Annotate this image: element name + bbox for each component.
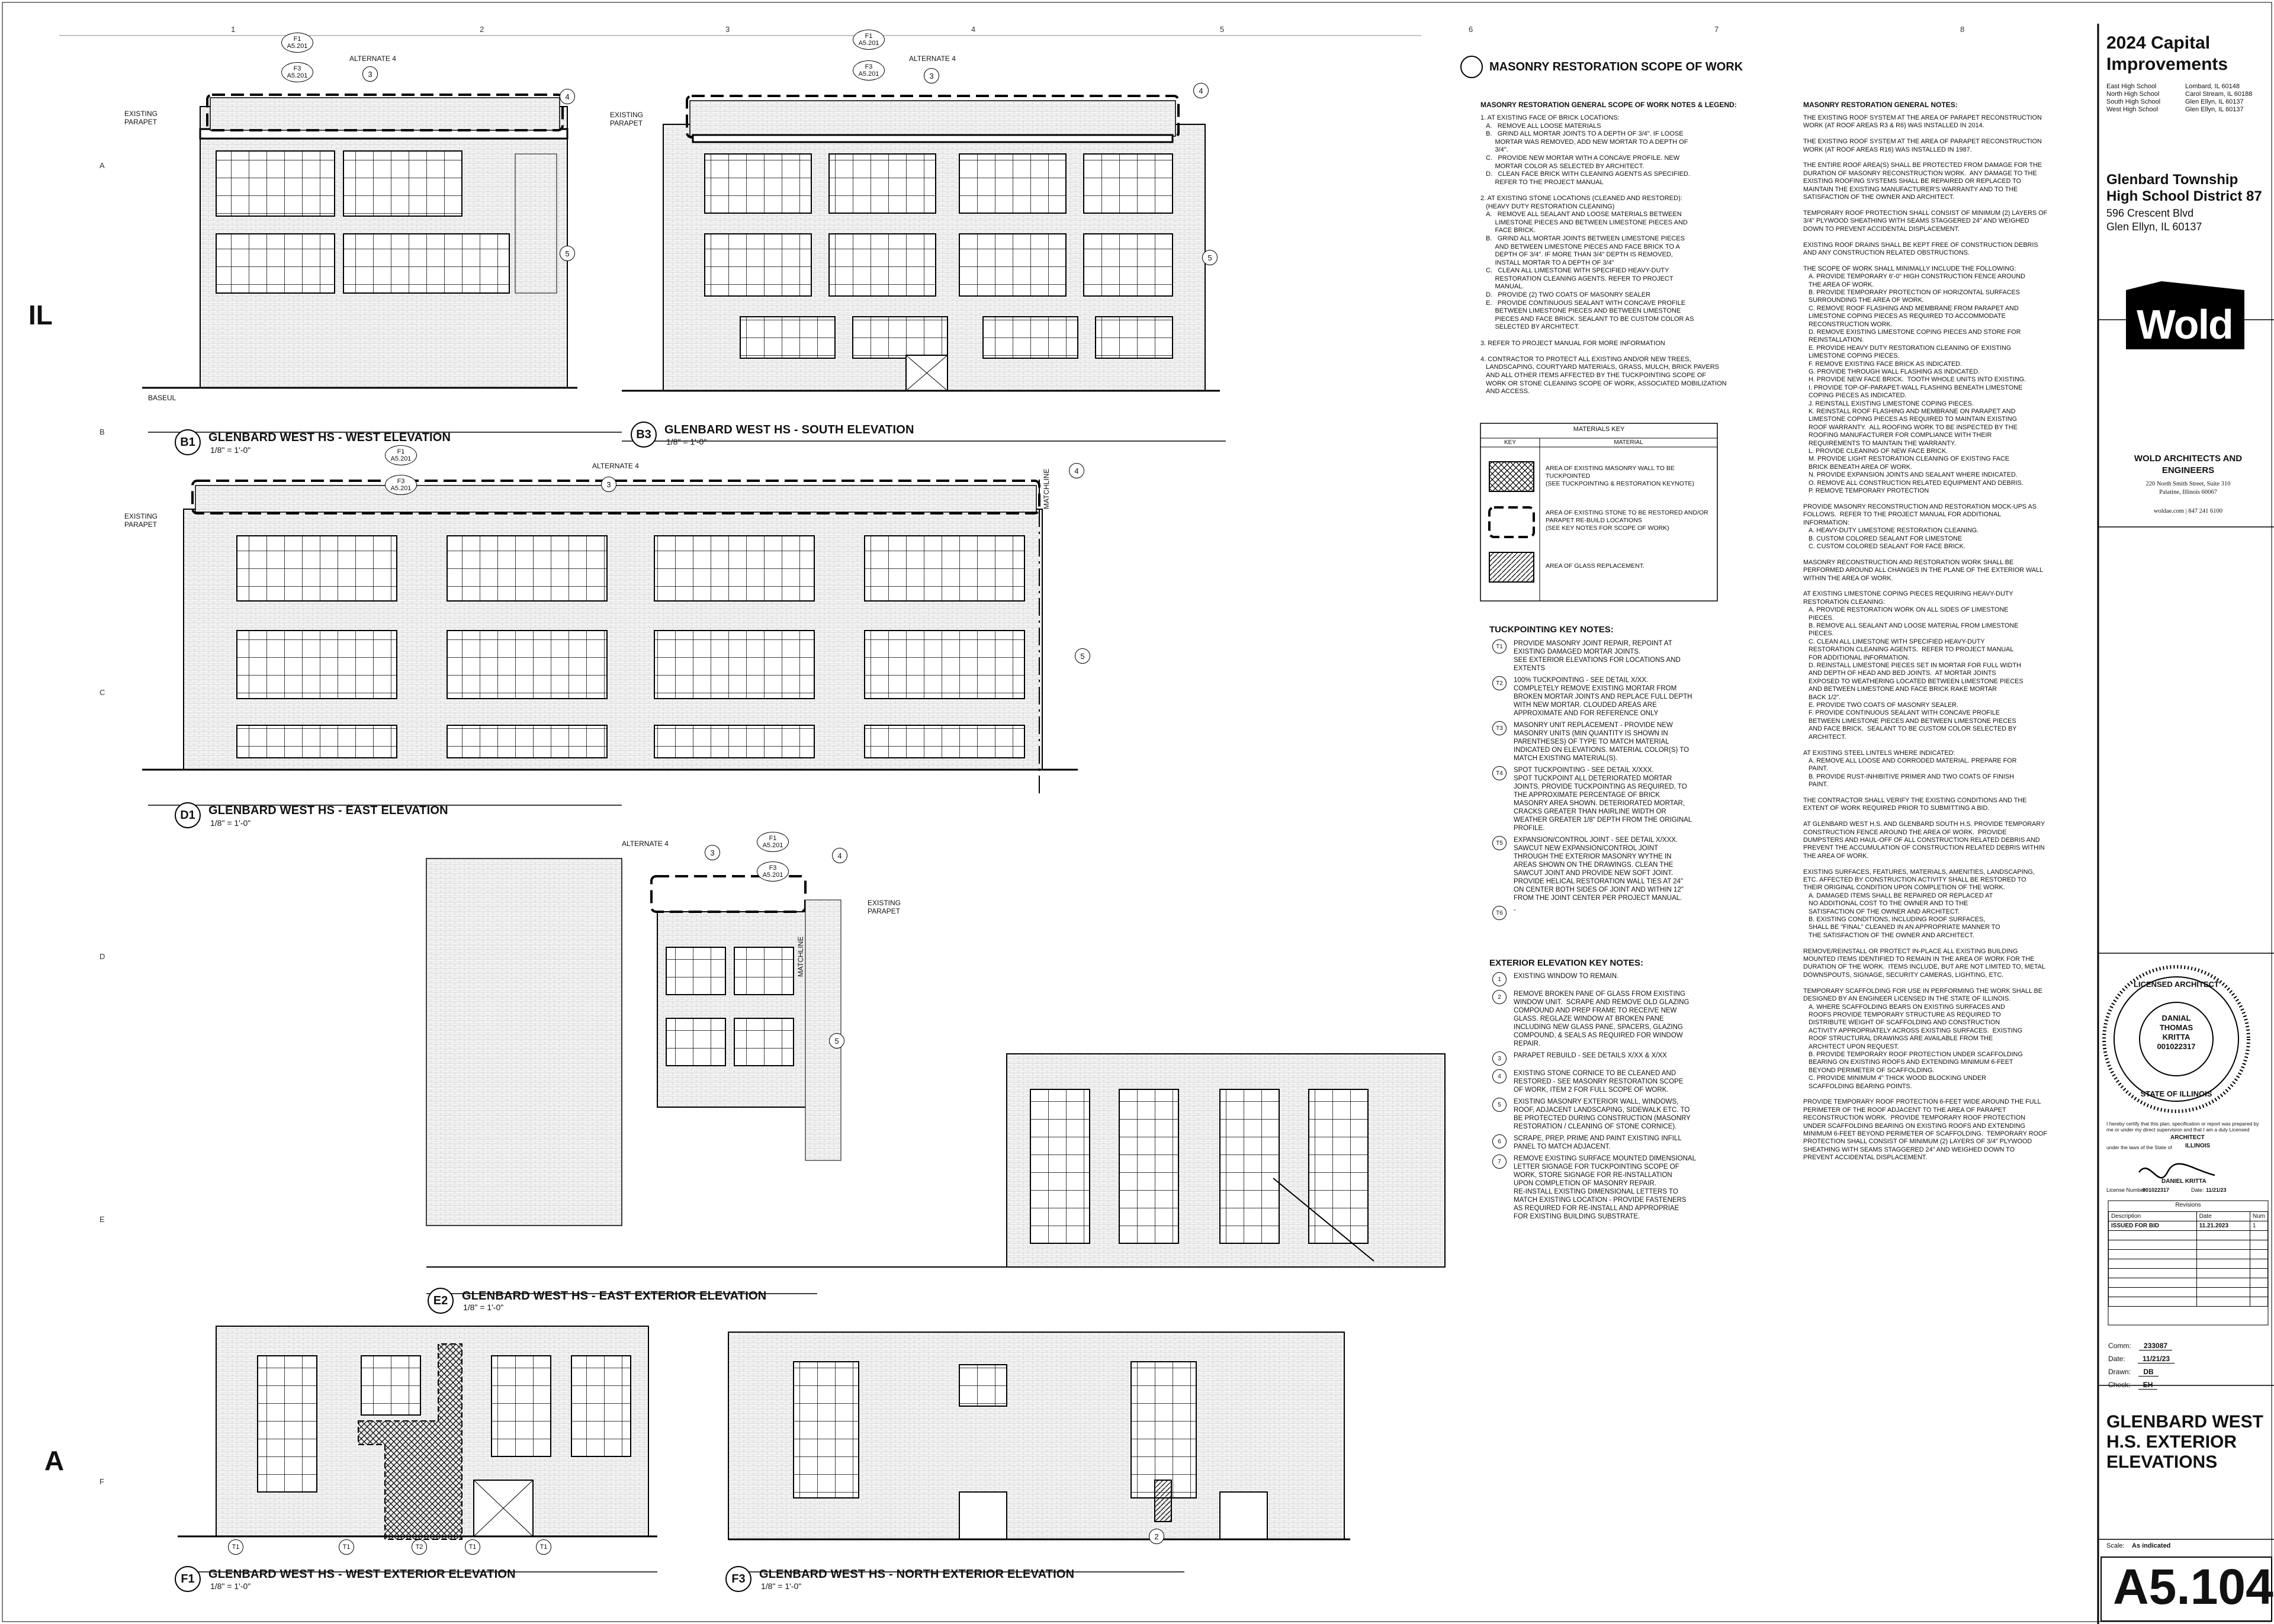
seal-text: LICENSED ARCHITECT: [2134, 980, 2219, 989]
elevation-scale: 1/8" = 1'-0": [761, 1581, 802, 1591]
existing-parapet-label: EXISTING PARAPET: [124, 512, 158, 529]
exterior-keynote: 3 PARAPET REBUILD - SEE DETAILS X/XX & X/XX: [1492, 1051, 1788, 1066]
elevation-scale: 1/8" = 1'-0": [463, 1303, 504, 1312]
elevation-scale: 1/8" = 1'-0": [666, 437, 707, 446]
elevation-scale: 1/8" = 1'-0": [210, 818, 251, 828]
grid-number: 7: [1714, 25, 1719, 34]
date-label: Date:: [2191, 1187, 2204, 1193]
sheet-number: A5.104: [2113, 1559, 2273, 1615]
tuckpointing-title: TUCKPOINTING KEY NOTES:: [1489, 625, 1614, 635]
scope-right-notes: THE EXISTING ROOF SYSTEM AT THE AREA OF PARAPET RECONSTRUCTION WORK (AT ROOF AREAS R3 & R6) WAS INSTALLED IN 2014. THE EXISTING ROOF SYSTEM AT THE AREA OF PARAPET RECONSTRUCTION WORK (AT ROOF AREAS R16) WAS INSTALLED IN 1987. THE ENTIRE ROOF AREA(S) SHALL BE PROTECTED FROM DAMAGE FOR THE DURATION OF MASONRY RECONSTRUCTION WORK. ANY DAMAGE TO THE EXISTING ROOFING SYSTEMS SHALL BE REPAIRED OR REPLACED TO MAINTAIN THE EXISTING MANUFACTURER'S WARRANTY AND TO THE SATISFACTION OF THE OWNER AND ARCHITECT. TEMPORARY ROOF PROTECTION SHALL CONSIST OF MINIMUM (2) LAYERS OF 3/4" PLYWOOD SHEATHING WITH SEAMS STAGGERED 24" AND WEIGHED DOWN TO PREVENT ACCIDENTAL DISPLACEMENT. EXISTING ROOF DRAINS SHALL BE KEPT FREE OF CONSTRUCTION DEBRIS AND ANY CONSTRUCTION RELATED OBSTRUCTIONS. THE SCOPE OF WORK SHALL MINIMALLY INCLUDE THE FOLLOWING: A. PROVIDE TEMPORARY 6'-0" HIGH CONSTRUCTION FENCE AROUND THE AREA OF WORK. B. PROVIDE TEMPORARY PROTECTION OF HORIZONTAL SURFACES SURROUNDING THE AREA OF WORK. C. REMOVE ROOF FLASHING AND MEMBRANE FROM PARAPET AND LIMESTONE COPING PIECES AS REQUIRED TO ACCOMMODATE RECONSTRUCTION WORK. D. REMOVE EXISTING LIMESTONE COPING PIECES AND STORE FOR REINSTALLATION. E. PROVIDE HEAVY DUTY RESTORATION CLEANING OF EXISTING LIMESTONE COPING PIECES. F. REMOVE EXISTING FACE BRICK AS INDICATED. G. PROVIDE THROUGH WALL FLASHING AS INDICATED. H. PROVIDE NEW FACE BRICK. TOOTH WHOLE UNITS INTO EXISTING. I. PROVIDE TOP-OF-PARAPET-WALL FLASHING BENEATH LIMESTONE COPING PIECES AS INDICATED. J. REINSTALL EXISTING LIMESTONE COPING PIECES. K. REINSTALL ROOF FLASHING AND MEMBRANE ON PARAPET AND LIMESTONE COPING PIECES AS REQUIRED TO MAINTAIN EXISTING ROOF WARRANTY. ALL ROOFING WORK TO BE INSPECTED BY THE ROOFING MANUFACTURER FOR COMPLIANCE WITH THEIR REQUIREMENTS TO MAINTAIN THE WARRANTY. L. PROVIDE CLEANING OF NEW FACE BRICK. M. PROVIDE LIGHT RESTORATION CLEANING OF EXISTING FACE BRICK BENEATH AREA OF WORK. N. PROVIDE EXPANSION JOINTS AND SEALANT WHERE INDICATED. O. REMOVE ALL CONSTRUCTION RELATED EQUIPMENT AND DEBRIS. P. REMOVE TEMPORARY PROTECTION PROVIDE MASONRY RECONSTRUCTION AND RESTORATION MOCK-UPS AS FOLLOWS. REFER TO THE PROJECT MANUAL FOR ADDITIONAL INFORMATION: A. HEAVY-DUTY LIMESTONE RESTORATION CLEANING. B. CUSTOM COLORED SEALANT FOR LIMESTONE C. CUSTOM COLORED SEALANT FOR FACE BRICK. MASONRY RECONSTRUCTION AND RESTORATION WORK SHALL BE PERFORMED AROUND ALL CHANGES IN THE PLANE OF THE EXTERIOR WALL WITHIN THE AREA OF WORK. AT EXISTING LIMESTONE COPING PIECES REQUIRING HEAVY-DUTY RESTORATION CLEANING: A. PROVIDE RESTORATION WORK ON ALL SIDES OF LIMESTONE PIECES. B. REMOVE ALL SEALANT AND LOOSE MATERIAL FROM LIMESTONE PIECES. C. CLEAN ALL LIMESTONE WITH SPECIFIED HEAVY-DUTY RESTORATION CLEANING AGENTS. REFER TO PROJECT MANUAL FOR ADDITIONAL INFORMATION. D. REINSTALL LIMESTONE PIECES SET IN MORTAR FOR FULL WIDTH AND DEPTH OF HEAD AND BED JOINTS. AT MORTAR JOINTS EXPOSED TO WEATHERING LOCATED BETWEEN LIMESTONE PIECES AND BETWEEN LIMESTONE AND FACE BRICK RAKE MORTAR BACK 1/2". E. PROVIDE TWO COATS OF MASONRY SEALER. F. PROVIDE CONTINUOUS SEALANT WITH CONCAVE PROFILE BETWEEN LIMESTONE PIECES AND BETWEEN LIMESTONE PIECES AND FACE BRICK. SEALANT TO BE CUSTOM COLOR SELECTED BY ARCHITECT. AT EXISTING STEEL LINTELS WHERE INDICATED: A. REMOVE ALL LOOSE AND CORRODED MATERIAL. PREPARE FOR PAINT. B. PROVIDE RUST-INHIBITIVE PRIMER AND TWO COATS OF FINISH PAINT. THE CONTRACTOR SHALL VERIFY THE EXISTING CONDITIONS AND THE EXTENT OF WORK REQUIRED PRIOR TO SUBMITTING A BID. AT GLENBARD WEST H.S. AND GLENBARD SOUTH H.S. PROVIDE TEMPORARY CONSTRUCTION FENCE AROUND THE AREA OF WORK. PROVIDE DUMPSTERS AND HAUL-OFF OF ALL CONSTRUCTION RELATED DEBRIS AND PREVENT THE ACCUMULATION OF CONSTRUCTION RELATED DEBRIS WITHIN THE AREA OF WORK. EXISTING SURFACES, FEATURES, MATERIALS, AMENITIES, LANDSCAPING, ETC. AFFECTED BY CONSTRUCTION ACTIVITY SHALL BE RESTORED TO THEIR ORIGINAL CONDITION UPON COMPLETION OF THE WORK. A. DAMAGED ITEMS SHALL BE REPAIRED OR REPLACED AT NO ADDITIONAL COST TO THE OWNER AND TO THE SATISFACTION OF THE OWNER AND ARCHITECT. B. EXISTING CONDITIONS, INCLUDING ROOF SURFACES, SHALL BE "FINAL" CLEANED IN AN APPROPRIATE MANNER TO THE SATISFACTION OF THE OWNER AND ARCHITECT. REMOVE/REINSTALL OR PROTECT IN-PLACE ALL EXISTING BUILDING MOUNTED ITEMS IDENTIFIED TO REMAIN IN THE AREA OF WORK FOR THE DURATION OF THE WORK. ITEMS INCLUDE, BUT ARE NOT LIMITED TO, METAL DOWNSPOUTS, SIGNAGE, SECURITY CAMERAS, LIGHTING, ETC. TEMPORARY SCAFFOLDING FOR USE IN PERFORMING THE WORK SHALL BE DESIGNED BY AN ENGINEER LICENSED IN THE STATE OF ILLINOIS. A. WHERE SCAFFOLDING BEARS ON EXISTING SURFACES AND ROOFS PROVIDE TEMPORARY STRUCTURE AS REQUIRED TO DISTRIBUTE WEIGHT OF SCAFFOLDING AND CONSTRUCTION ACTIVITY APPROPRIATELY ACROSS EXISTING SURFACES. EXISTING ROOF STRUCTURAL DRAWINGS ARE AVAILABLE FROM THE ARCHITECT UPON REQUEST. B. PROVIDE TEMPORARY ROOF PROTECTION UNDER SCAFFOLDING BEARING ON EXISTING ROOFS AND EXTENDING MINIMUM 6-FEET BEYOND PERIMETER OF SCAFFOLDING. C. PROVIDE MINIMUM 4" THICK WOOD BLOCKING UNDER SCAFFOLDING BEARING POINTS. PROVIDE TEMPORARY ROOF PROTECTION 6-FEET WIDE AROUND THE FULL PERIMETER OF THE ROOF ADJACENT TO THE AREA OF PARAPET RECONSTRUCTION WORK. PROVIDE TEMPORARY ROOF PROTECTION UNDER SCAFFOLDING BEARING ON EXISTING ROOFS AND EXTENDING MINIMUM 6-FEET BEYOND PERIMETER OF SCAFFOLDING. TEMPORARY ROOF PROTECTION SHALL CONSIST OF MINIMUM (2) LAYERS OF 3/4" PLYWOOD SHEATHING WITH SEAMS STAGGERED 24" AND WEIGHED DOWN TO PREVENT ACCIDENTAL DISPLACEMENT.: [1803, 114, 2048, 1162]
materials-key-col: KEY: [1504, 439, 1516, 446]
alternate-label: ALTERNATE 4: [349, 54, 396, 63]
keynote-bubble[interactable]: 5: [829, 1033, 844, 1049]
grid-letter: D: [99, 952, 105, 961]
elevation-scale: 1/8" = 1'-0": [210, 1581, 251, 1591]
alternate-label: ALTERNATE 4: [592, 462, 639, 470]
tuckpointing-note: T4 SPOT TUCKPOINTING - SEE DETAIL X/XXX. SPOT TUCKPOINT ALL DETERIORATED MORTAR JOINTS. PROVIDE TUCKPOINTING AS REQUIRED, TO THE APPROXIMATE PERCENTAGE OF BRICK MASONRY AREA SHOWN. DETERIORATED MORTAR, CRACKS GREATER THAN HAIRLINE WIDTH OR WEATHER GREATER 1/8" DEPTH FROM THE ORIGINAL PROFILE.: [1492, 766, 1788, 832]
elevation-title: GLENBARD WEST HS - WEST ELEVATION: [208, 431, 451, 444]
license-number: 001022317: [2143, 1187, 2170, 1193]
existing-parapet-label: EXISTING PARAPET: [610, 111, 644, 127]
firm-city: Palatine, Illinois 60067: [2159, 489, 2217, 496]
elevation-tag[interactable]: E2: [428, 1288, 454, 1314]
elevation-f1-drawing: [178, 1326, 657, 1572]
elevation-b3-drawing: [622, 96, 1226, 441]
client-address: 596 Crescent Blvd: [2106, 207, 2194, 219]
signer-name: DANIEL KRITTA: [2161, 1178, 2206, 1185]
grid-number: 4: [971, 25, 976, 34]
elevation-b1-drawing: [142, 95, 622, 432]
exterior-keynotes-title: EXTERIOR ELEVATION KEY NOTES:: [1489, 958, 1644, 968]
scope-title: MASONRY RESTORATION SCOPE OF WORK: [1489, 60, 1743, 73]
exterior-keynote: 1 EXISTING WINDOW TO REMAIN.: [1492, 972, 1788, 986]
detail-ref-f1[interactable]: F1 A5.201: [853, 30, 885, 50]
grid-number: 8: [1960, 25, 1965, 34]
alternate-label: ALTERNATE 4: [622, 840, 669, 848]
state-label: IL: [28, 300, 53, 330]
detail-ref-f1[interactable]: F1 A5.201: [385, 445, 417, 465]
elevation-title: GLENBARD WEST HS - EAST EXTERIOR ELEVATION: [462, 1289, 767, 1303]
grid-number: 2: [480, 25, 484, 34]
keynote-bubble[interactable]: 5: [1075, 648, 1090, 664]
elevation-tag[interactable]: F3: [725, 1566, 751, 1592]
exterior-keynote: 2 REMOVE BROKEN PANE OF GLASS FROM EXISTING WINDOW UNIT. SCRAPE AND REMOVE OLD GLAZING COMPOUND AND PREP FRAME TO RECEIVE NEW GLASS. REGLAZE WINDOW AT BROKEN PANE INCLUDING NEW GLASS PANE, SPACERS, GLAZING COMPOUND, & SEALS AS REQUIRED FOR WINDOW REPAIR.: [1492, 990, 1788, 1048]
materials-key-row: AREA OF GLASS REPLACEMENT.: [1546, 562, 1645, 570]
tuckpointing-note: T3 MASONRY UNIT REPLACEMENT - PROVIDE NEW MASONRY UNITS (MIN QUANTITY IS SHOWN IN PARENTHESES) OF TYPE TO MATCH MATERIAL INDICATED ON ELEVATIONS. MATERIAL COLOR(S) TO MATCH EXISTING MATERIAL(S).: [1492, 721, 1788, 763]
sheet-title: GLENBARD WEST H.S. EXTERIOR ELEVATIONS: [2106, 1412, 2263, 1472]
certification-state: ILLINOIS: [2185, 1143, 2211, 1149]
elevation-f3-drawing: [728, 1332, 1350, 1572]
revisions-title: Revisions: [2175, 1202, 2201, 1208]
tuckpoint-bubble[interactable]: T1: [339, 1539, 354, 1555]
grid-number: 1: [231, 25, 236, 34]
exterior-keynote: 6 SCRAPE, PREP, PRIME AND PAINT EXISTING INFILL PANEL TO MATCH ADJACENT.: [1492, 1134, 1788, 1151]
scale-label: Scale:: [2106, 1542, 2125, 1549]
detail-ref-f1[interactable]: F1 A5.201: [757, 832, 789, 852]
firm-address: 220 North Smith Street, Suite 310: [2145, 481, 2231, 487]
materials-key-row: AREA OF EXISTING STONE TO BE RESTORED AND/OR PARAPET RE-BUILD LOCATIONS (SEE KEY NOTES FOR SCOPE OF WORK): [1546, 509, 1708, 532]
existing-parapet-label: EXISTING PARAPET: [868, 899, 901, 915]
materials-key-col: MATERIAL: [1614, 439, 1643, 446]
seal-state: STATE OF ILLINOIS: [2140, 1089, 2212, 1098]
seal-name: DANIAL THOMAS KRITTA 001022317: [2157, 1014, 2196, 1051]
license-label: License Number:: [2106, 1187, 2147, 1193]
keynote-bubble[interactable]: 4: [832, 848, 847, 863]
materials-key-title: MATERIALS KEY: [1573, 426, 1625, 433]
grid-letter: F: [99, 1477, 104, 1486]
project-title: 2024 Capital Improvements: [2106, 33, 2228, 74]
detail-ref-f3[interactable]: F3 A5.201: [757, 861, 789, 882]
grid-number: 5: [1220, 25, 1225, 34]
tuckpoint-bubble[interactable]: T1: [228, 1539, 243, 1555]
grid-letter: E: [99, 1215, 105, 1224]
elevation-tag[interactable]: B3: [631, 422, 657, 448]
elevation-title: GLENBARD WEST HS - SOUTH ELEVATION: [664, 423, 914, 436]
schools-cities: Lombard, IL 60148 Carol Stream, IL 60188 Glen Ellyn, IL 60137 Glen Ellyn, IL 60137: [2185, 83, 2253, 113]
grid-letter: B: [99, 427, 105, 436]
detail-ref-f1[interactable]: F1 A5.201: [281, 33, 313, 53]
tuckpointing-note: T5 EXPANSION/CONTROL JOINT - SEE DETAIL X/XXX. SAWCUT NEW EXPANSION/CONTROL JOINT THROUGH THE EXTERIOR MASONRY WYTHE IN AREAS SHOWN ON THE DRAWINGS. CLEAN THE SAWCUT JOINT AND PROVIDE NEW SOFT JOINT. PROVIDE HELICAL RESTORATION WALL TIES AT 24" ON CENTER BOTH SIDES OF JOINT AND WITHIN 12" FROM THE JOINT CENTER PER PROJECT MANUAL.: [1492, 836, 1788, 902]
keynote-bubble[interactable]: 4: [1069, 463, 1084, 478]
alternate-label: ALTERNATE 4: [909, 54, 956, 63]
firm-name: WOLD ARCHITECTS AND ENGINEERS: [2134, 454, 2243, 475]
matchline-label: MATCHLINE: [796, 936, 805, 977]
existing-parapet-label: EXISTING PARAPET: [124, 110, 158, 126]
schools-list: East High School North High School South High School West High School: [2106, 83, 2161, 113]
keynote-bubble[interactable]: 4: [560, 89, 575, 104]
exterior-keynote: 7 REMOVE EXISTING SURFACE MOUNTED DIMENSIONAL LETTER SIGNAGE FOR TUCKPOINTING SCOPE OF WORK, STORE SIGNAGE FOR RE-INSTALLATION UPON COMPLETION OF MASONRY REPAIR. RE-INSTALL EXISTING DIMENSIONAL LETTERS TO MATCH EXISTING LOCATION - PROVIDE FASTENERS AS REQUIRED FOR RE-INSTALL AND APPROPRIAE FOR EXISTING BUILDING SUBSTRATE.: [1492, 1155, 1788, 1221]
materials-key-row: AREA OF EXISTING MASONRY WALL TO BE TUCKPOINTED (SEE TUCKPOINTING & RESTORATION KEYNOTE): [1546, 465, 1694, 487]
exterior-keynote: 5 EXISTING MASONRY EXTERIOR WALL, WINDOWS, ROOF, ADJACENT LANDSCAPING, SIDEWALK ETC. TO BE PROTECTED DURING CONSTRUCTION (MASONRY RESTORATION / CLEANING OF STONE CORNICE).: [1492, 1098, 1788, 1131]
signature-date: 11/21/23: [2206, 1187, 2227, 1193]
grid-number: 3: [725, 25, 730, 34]
wold-logo-text: Wold: [2137, 301, 2233, 348]
tuckpointing-note: T2 100% TUCKPOINTING - SEE DETAIL X/XX. COMPLETELY REMOVE EXISTING MORTAR FROM BROKEN MORTAR JOINTS AND REPLACE FULL DEPTH WITH NEW MORTAR. CLOUDED AREAS ARE APPROXIMATE AND FOR REFERENCE ONLY: [1492, 676, 1788, 718]
grid-number: 6: [1469, 25, 1473, 34]
exterior-keynotes-list: [1492, 972, 1788, 1224]
certification-state-label: under the laws of the State of: [2106, 1144, 2172, 1150]
tuckpointing-note: T1 PROVIDE MASONRY JOINT REPAIR, REPOINT AT EXISTING DAMAGED MORTAR JOINTS. SEE EXTERIOR ELEVATIONS FOR LOCATIONS AND EXTENTS: [1492, 639, 1788, 673]
elevation-title: GLENBARD WEST HS - NORTH EXTERIOR ELEVATION: [759, 1568, 1075, 1581]
revisions-header: Description Date Num: [2109, 1212, 2268, 1221]
elevation-tag[interactable]: F1: [175, 1566, 201, 1592]
exterior-keynote: 4 EXISTING STONE CORNICE TO BE CLEANED AND RESTORED - SEE MASONRY RESTORATION SCOPE OF WORK, ITEM 2 FOR FULL SCOPE OF WORK.: [1492, 1069, 1788, 1094]
client-city: Glen Ellyn, IL 60137: [2106, 221, 2202, 233]
revision-row: ISSUED FOR BID 11.21.2023 1: [2109, 1221, 2268, 1231]
client-name: Glenbard Township High School District 87: [2106, 172, 2262, 204]
keynote-bubble[interactable]: 3: [601, 477, 616, 492]
detail-ref-f3[interactable]: F3 A5.201: [281, 62, 313, 82]
elevation-tag[interactable]: B1: [175, 429, 201, 455]
elevation-d1-drawing: [142, 480, 1078, 805]
keynote-bubble[interactable]: 5: [560, 246, 575, 261]
detail-ref-f3[interactable]: F3 A5.201: [385, 475, 417, 495]
scope-right-header: MASONRY RESTORATION GENERAL NOTES:: [1803, 101, 1958, 109]
scope-left-notes: 1. AT EXISTING FACE OF BRICK LOCATIONS: A. REMOVE ALL LOOSE MATERIALS B. GRIND ALL MORTAR JOINTS TO A DEPTH OF 3/4". IF LOOSE MORTAR WAS REMOVED, ADD NEW MORTAR TO A DEPTH OF 3/4". C. PROVIDE NEW MORTAR WITH A CONCAVE PROFILE. NEW MORTAR COLOR AS SELECTED BY ARCHITECT. D. CLEAN FACE BRICK WITH CLEANING AGENTS AS SPECIFIED. REFER TO THE PROJECT MANUAL 2. AT EXISTING STONE LOCATIONS (CLEANED AND RESTORED): (HEAVY DUTY RESTORATION CLEANING) A. REMOVE ALL SEALANT AND LOOSE MATERIALS BETWEEN LIMESTONE PIECES AND BETWEEN LIMESTONE PIECES AND FACE BRICK. B. GRIND ALL MORTAR JOINTS BETWEEN LIMESTONE PIECES AND BETWEEN LIMESTONE PIECES AND FACE BRICK TO A DEPTH OF 3/4". IF MORE THAN 3/4" DEPTH IS REMOVED, INSTALL MORTAR TO A DEPTH OF 3/4" C. CLEAN ALL LIMESTONE WITH SPECIFIED HEAVY-DUTY RESTORATION CLEANING AGENTS. REFER TO PROJECT MANUAL. D. PROVIDE (2) TWO COATS OF MASONRY SEALER E. PROVIDE CONTINUOUS SEALANT WITH CONCAVE PROFILE BETWEEN LIMESTONE PIECES AND BETWEEN LIMESTONE PIECES AND FACE BRICK. SEALANT TO BE CUSTOM COLOR AS SELECTED BY ARCHITECT. 3. REFER TO PROJECT MANUAL FOR MORE INFORMATION 4. CONTRACTOR TO PROTECT ALL EXISTING AND/OR NEW TREES, LANDSCAPING, COURTYARD MATERIALS, GRASS, MULCH, BRICK PAVERS AND ALL OTHER ITEMS AFFECTED BY THE TUCKPOINTING SCOPE OF WORK OR STONE CLEANING SCOPE OF WORK, ASSOCIATED MOBILIZATION AND ACCESS.: [1480, 114, 1727, 395]
elevation-scale: 1/8" = 1'-0": [210, 445, 251, 455]
grid-letter: A: [99, 161, 105, 170]
keynote-bubble[interactable]: 5: [1202, 250, 1218, 265]
keynote-bubble[interactable]: 3: [924, 68, 939, 83]
revisions-table: [2108, 1211, 2268, 1307]
tuckpoint-bubble[interactable]: T2: [412, 1539, 427, 1555]
certification-role: ARCHITECT: [2170, 1134, 2205, 1141]
scale-value: As indicated: [2132, 1542, 2171, 1549]
keynote-bubble[interactable]: 4: [1193, 83, 1209, 98]
keynote-bubble[interactable]: 3: [362, 66, 378, 82]
baseul-label: BASEUL: [148, 394, 176, 402]
keynote-bubble[interactable]: 2: [1149, 1529, 1164, 1544]
tuckpointing-list: [1492, 639, 1788, 924]
tuckpoint-bubble[interactable]: T1: [536, 1539, 551, 1555]
keynote-bubble[interactable]: 3: [705, 845, 720, 860]
project-info: Comm: 233087 Date: 11/21/23 Drawn: DB Check: EH: [2108, 1339, 2175, 1391]
tuckpointing-note: T6 -: [1492, 906, 1788, 920]
side-label-a: A: [44, 1445, 65, 1476]
elevation-e2-drawing: [426, 858, 1445, 1294]
elevation-tag[interactable]: D1: [175, 802, 201, 828]
grid-letter: C: [99, 688, 105, 697]
scope-left-header: MASONRY RESTORATION GENERAL SCOPE OF WORK NOTES & LEGEND:: [1480, 101, 1737, 109]
tuckpoint-bubble[interactable]: T1: [465, 1539, 480, 1555]
certification-text: I hereby certify that this plan, specification or report was prepared by me or under my direct supervision and that I am a duly Licensed: [2106, 1121, 2259, 1133]
elevation-title: GLENBARD WEST HS - WEST EXTERIOR ELEVATION: [208, 1568, 516, 1581]
matchline-label: MATCHLINE: [1042, 468, 1051, 509]
detail-ref-f3[interactable]: F3 A5.201: [853, 60, 885, 81]
firm-web: woldae.com | 847 241 6100: [2153, 508, 2223, 514]
signature: [2139, 1164, 2215, 1178]
elevation-title: GLENBARD WEST HS - EAST ELEVATION: [208, 804, 448, 817]
